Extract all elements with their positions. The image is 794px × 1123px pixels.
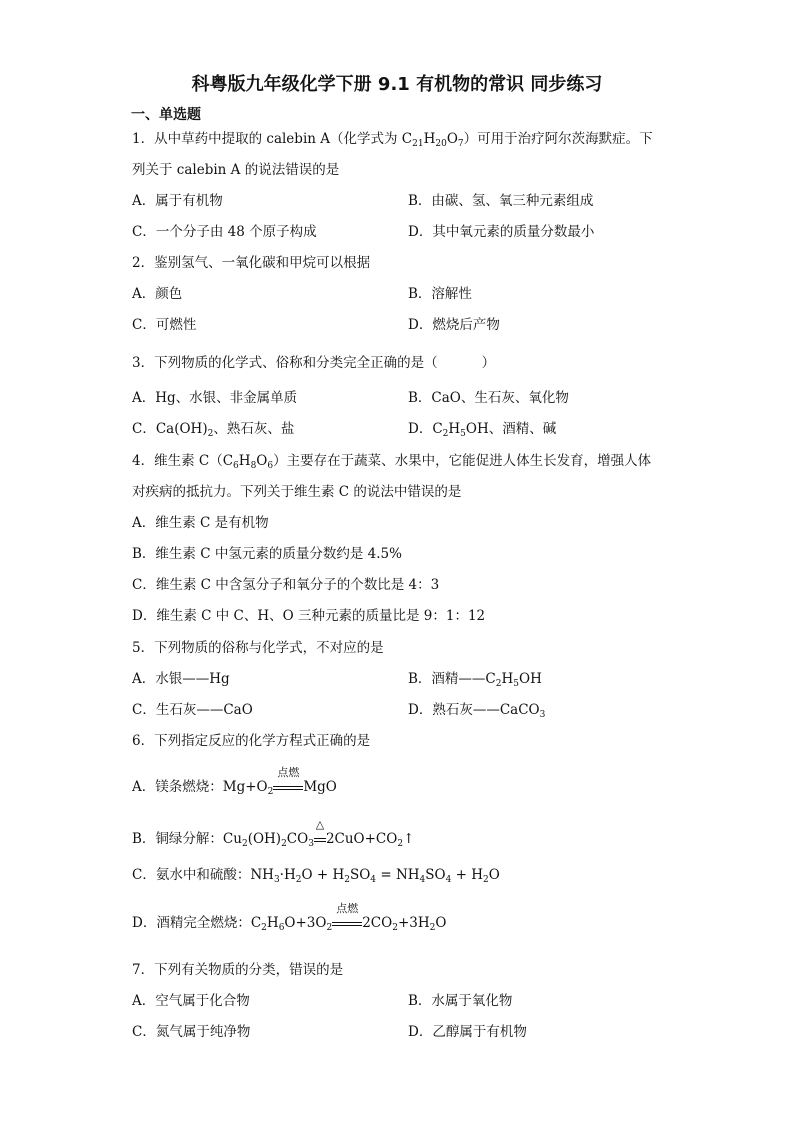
q4-option-b[interactable]: B．维生素 C 中氢元素的质量分数约是 4.5% — [132, 546, 402, 562]
q3-option-c[interactable]: C．$Ca(OH)_2$、熟石灰、盐 — [132, 421, 295, 439]
question-1-stem: 1．从中草药中提取的 calebin A（化学式为 $C_{21}H_{20}O_7$）可用于治疗阿尔茨海默症。下 — [132, 131, 653, 149]
q4-option-a[interactable]: A．维生素 C 是有机物 — [132, 515, 269, 531]
question-6-stem: 6．下列指定反应的化学方程式正确的是 — [132, 733, 371, 749]
question-4-stem-line2: 对疾病的抵抗力。下列关于维生素 C 的说法中错误的是 — [132, 484, 462, 500]
q1-option-b[interactable]: B．由碳、氢、氧三种元素组成 — [408, 193, 594, 209]
q1-option-c[interactable]: C．一个分子由 48 个原子构成 — [132, 224, 317, 240]
q7-option-d[interactable]: D．乙醇属于有机物 — [408, 1024, 527, 1040]
q5-option-d[interactable]: D．熟石灰——CaCO$_3$ — [408, 702, 546, 720]
q2-option-c[interactable]: C．可燃性 — [132, 317, 197, 333]
q6-option-b[interactable]: B．铜绿分解：$Cu_2(OH)_2CO_3$ △ $2CuO+CO_2↑$ — [132, 818, 415, 849]
q5-option-a[interactable]: A．水银——Hg — [132, 671, 230, 687]
q4-option-d[interactable]: D．维生素 C 中 C、H、O 三种元素的质量比是 9：1：12 — [132, 608, 486, 624]
q5-option-c[interactable]: C．生石灰——CaO — [132, 702, 253, 718]
page-title: 科粤版九年级化学下册 9.1 有机物的常识 同步练习 — [191, 74, 603, 95]
section-heading: 一、单选题 — [131, 107, 201, 123]
q3-option-d[interactable]: D．$C_2H_5OH$、酒精、碱 — [408, 421, 557, 439]
question-4-stem: 4．维生素 $C(C_6H_8O_6)$主要存在于蔬菜、水果中，它能促进人体生长发育，增强人体 — [132, 453, 652, 471]
q2-option-d[interactable]: D．燃烧后产物 — [408, 317, 500, 333]
q3-option-b[interactable]: B．CaO、生石灰、氧化物 — [408, 390, 569, 406]
q2-option-a[interactable]: A．颜色 — [132, 286, 183, 302]
q5-option-b[interactable]: B．酒精$——C_2H_5OH$ — [408, 671, 542, 689]
reaction-equals-sign: △ — [314, 830, 326, 848]
q6-option-a[interactable]: A．镁条燃烧：$Mg+O_2$ 点燃 MgO — [132, 766, 337, 797]
q2-option-b[interactable]: B．溶解性 — [408, 286, 472, 302]
q7-option-a[interactable]: A．空气属于化合物 — [132, 993, 250, 1009]
reaction-equals-sign: 点燃 — [273, 778, 303, 796]
q4-option-c[interactable]: C．维生素 C 中含氢分子和氧分子的个数比是 4：3 — [132, 577, 440, 593]
q1-option-d[interactable]: D．其中氧元素的质量分数最小 — [408, 224, 595, 240]
reaction-equals-sign: 点燃 — [332, 914, 362, 932]
q7-option-c[interactable]: C．氮气属于纯净物 — [132, 1024, 251, 1040]
q7-option-b[interactable]: B．水属于氧化物 — [408, 993, 513, 1009]
question-1-stem-line2: 列关于 calebin A 的说法错误的是 — [132, 162, 340, 178]
q3-option-a[interactable]: A．Hg、水银、非金属单质 — [132, 390, 298, 406]
question-7-stem: 7．下列有关物质的分类，错误的是 — [132, 962, 344, 978]
question-3-stem: 3．下列物质的化学式、俗称和分类完全正确的是（ ） — [132, 355, 496, 371]
q1-option-a[interactable]: A．属于有机物 — [132, 193, 223, 209]
q6-option-c[interactable]: C．氨水中和硫酸：$NH_3\cdot H_2O + H_2SO_4 = NH_4SO_4 + H_2O$ — [132, 867, 500, 885]
q6-option-d[interactable]: D．酒精完全燃烧：$C_2H_6O+3O_2$ 点燃 $2CO_2+3H_2O$ — [132, 902, 447, 933]
question-2-stem: 2．鉴别氢气、一氧化碳和甲烷可以根据 — [132, 255, 371, 271]
question-5-stem: 5．下列物质的俗称与化学式，不对应的是 — [132, 640, 384, 656]
